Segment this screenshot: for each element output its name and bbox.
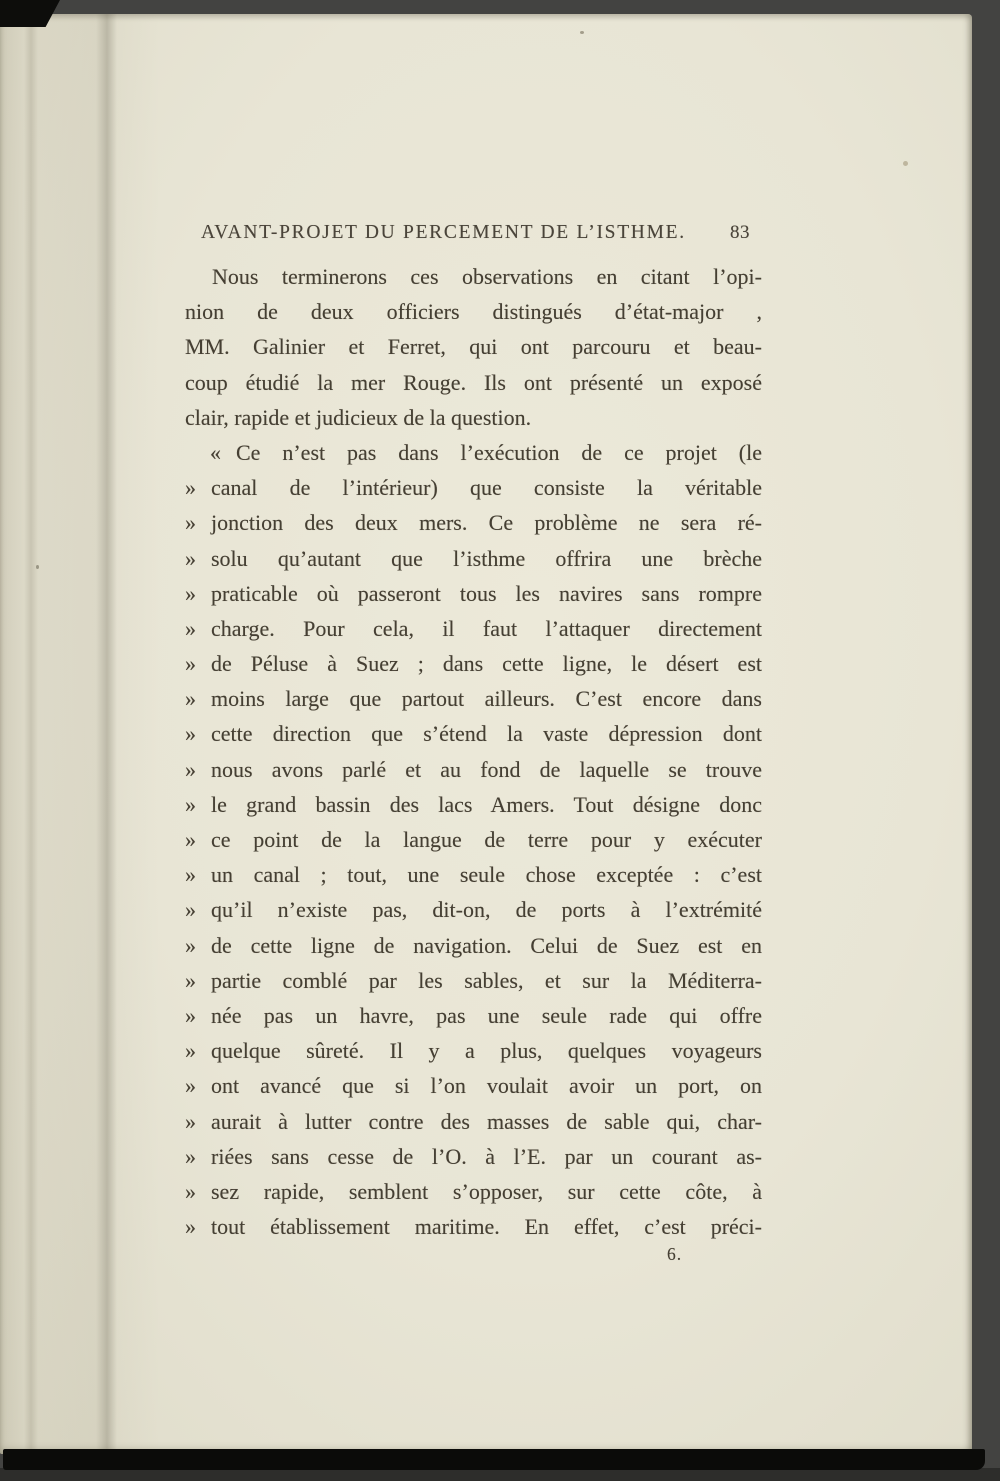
quote-text-line: qu’il n’existe pas, dit-on, de ports à l’extrémité (211, 897, 762, 923)
guillemet-marker: » (185, 862, 196, 888)
quote-line (185, 1104, 762, 1139)
guillemet-marker: » (185, 510, 196, 536)
quote-line (185, 681, 762, 716)
guillemet-marker: » (185, 1214, 196, 1240)
guillemet-marker: » (185, 721, 196, 747)
signature-mark: 6. (667, 1244, 683, 1265)
page-gutter-crease (0, 14, 160, 1454)
quote-text-line: Ce n’est pas dans l’exécution de ce projet (le (236, 439, 762, 465)
guillemet-marker: » (185, 827, 196, 852)
quote-text-line: riées sans cesse de l’O. à l’E. par un courant as- (211, 1143, 762, 1169)
quote-text-line: quelque sûreté. Il y a plus, quelques voyageurs (211, 1038, 762, 1064)
quote-text-line: ont avancé que si l’on voulait avoir un port, on (211, 1073, 762, 1099)
quote-line (185, 1174, 762, 1209)
quote-line (185, 963, 762, 998)
quote-text-line: moins large que partout ailleurs. C’est encore dans (211, 686, 762, 712)
quote-line (185, 505, 762, 540)
guillemet-marker: » (185, 756, 196, 782)
guillemet-marker: » (185, 1002, 196, 1028)
quote-line (185, 787, 762, 822)
quote-text-line: solu qu’autant que l’isthme offrira une brèche (211, 545, 762, 571)
quote-text-line: de Péluse à Suez ; dans cette ligne, le désert est (211, 651, 762, 677)
quote-text-line: ce point de la langue de terre pour y exécuter (211, 827, 762, 852)
guillemet-marker: » (185, 545, 196, 571)
book-page (0, 14, 972, 1454)
text-line: coup étudié la mer Rouge. Ils ont présenté un exposé (185, 369, 762, 395)
quote-text-line: partie comblé par les sables, et sur la Méditerra- (211, 967, 762, 993)
text-line: nion de deux officiers distingués d’état-major , (185, 299, 762, 325)
quote-line (185, 470, 762, 505)
page-bottom-shadow (3, 1449, 985, 1470)
printed-text-block (185, 220, 762, 1272)
text-line: Nous terminerons ces observations en citant l’opi- (212, 264, 762, 289)
quote-line (185, 1033, 762, 1068)
paper-speck (903, 161, 908, 166)
guillemet-marker: » (185, 1143, 196, 1169)
quote-text-line: née pas un havre, pas une seule rade qui offre (211, 1002, 762, 1028)
header-title: AVANT-PROJET DU PERCEMENT DE L’ISTHME. (201, 222, 686, 243)
guillemet-marker: » (185, 651, 196, 677)
quote-line (185, 892, 762, 927)
quote-text-line: tout établissement maritime. En effet, c’est préci- (211, 1214, 762, 1240)
quote-text-line: nous avons parlé et au fond de laquelle se trouve (211, 756, 762, 782)
quote-line (185, 928, 762, 963)
guillemet-marker: » (185, 932, 196, 958)
guillemet-marker: » (185, 615, 196, 641)
text-line: MM. Galinier et Ferret, qui ont parcouru et beau- (185, 334, 762, 360)
guillemet-marker: » (185, 1038, 196, 1064)
quote-text-line: un canal ; tout, une seule chose exceptée : c’est (211, 862, 762, 888)
quote-text-line: aurait à lutter contre des masses de sable qui, char- (211, 1108, 762, 1134)
quote-line (185, 998, 762, 1033)
quote-line (185, 822, 762, 857)
quote-line (185, 541, 762, 576)
quote-line (185, 646, 762, 681)
guillemet-marker: » (185, 791, 196, 817)
text-line: clair, rapide et judicieux de la question. (185, 404, 532, 430)
quote-text-line: sez rapide, semblent s’opposer, sur cette côte, à (211, 1178, 762, 1204)
quote-text-line: canal de l’intérieur) que consiste la véritable (211, 475, 762, 501)
quote-text-line: jonction des deux mers. Ce problème ne sera ré- (211, 510, 762, 536)
quote-line (185, 576, 762, 611)
guillemet-marker: » (185, 1178, 196, 1204)
quote-text-line: praticable où passeront tous les navires sans rompre (211, 580, 762, 606)
guillemet-marker: « (210, 439, 221, 465)
quoted-passage (185, 435, 762, 1244)
guillemet-marker: » (185, 967, 196, 993)
quote-text-line: le grand bassin des lacs Amers. Tout désigne donc (211, 791, 762, 817)
guillemet-marker: » (185, 686, 196, 712)
quote-line (185, 435, 762, 470)
guillemet-marker: » (185, 1073, 196, 1099)
quote-line (185, 857, 762, 892)
quote-text-line: de cette ligne de navigation. Celui de Suez est en (211, 932, 762, 958)
quote-line (185, 1068, 762, 1103)
paper-speck (36, 565, 39, 569)
quote-line (185, 611, 762, 646)
quote-line (185, 1139, 762, 1174)
quote-line (185, 716, 762, 751)
quote-text-line: charge. Pour cela, il faut l’attaquer directement (211, 615, 762, 641)
guillemet-marker: » (185, 1108, 196, 1134)
page-number: 83 (730, 222, 750, 243)
quote-text-line: cette direction que s’étend la vaste dépression dont (211, 721, 762, 747)
guillemet-marker: » (185, 897, 196, 923)
running-header (201, 220, 750, 246)
guillemet-marker: » (185, 475, 196, 501)
paragraph-intro (185, 259, 762, 435)
paper-speck (580, 31, 584, 34)
quote-line (185, 752, 762, 787)
guillemet-marker: » (185, 580, 196, 606)
